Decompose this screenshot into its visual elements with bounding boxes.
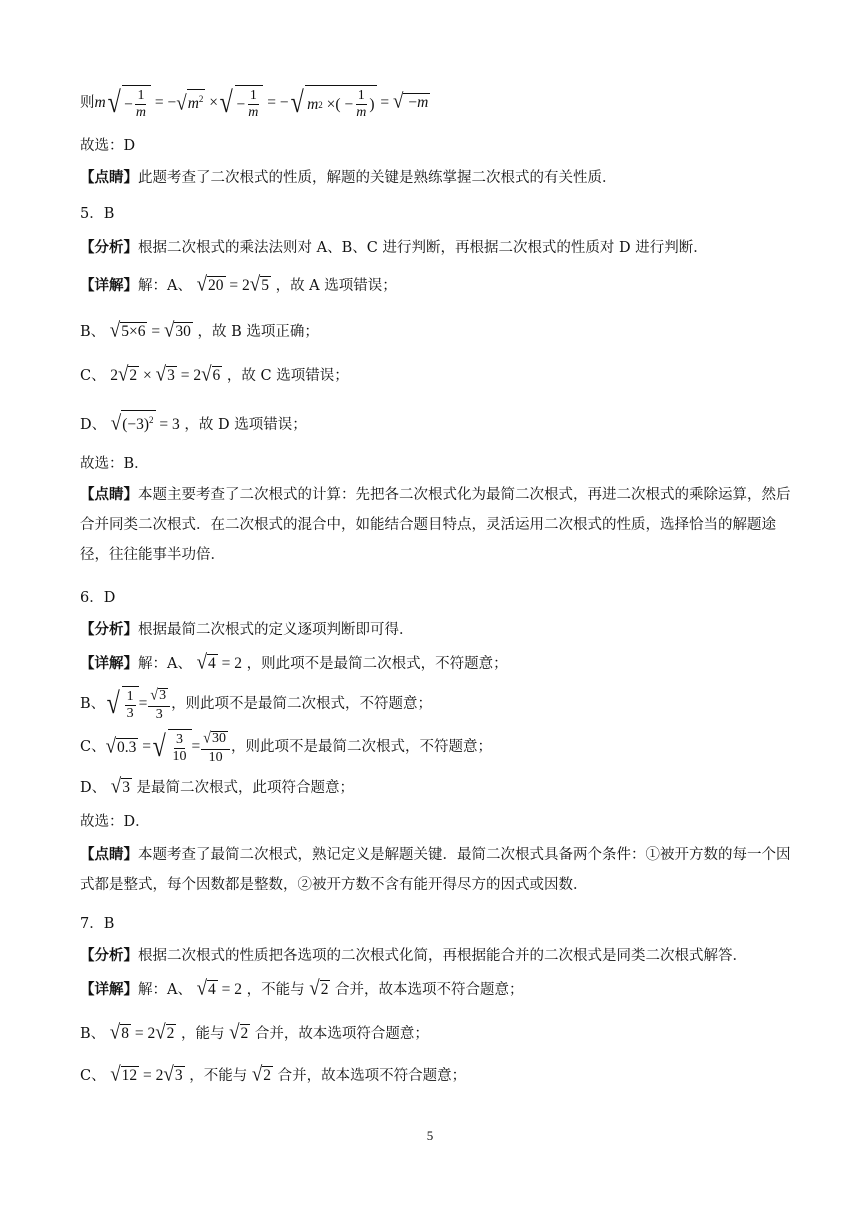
- eq: √3: [110, 774, 130, 798]
- post: 合并，故本选项不符合题意；: [335, 982, 524, 998]
- post: 合并，故本选项不符合题意；: [277, 1068, 467, 1084]
- post: ，则此项不是最简二次根式，不符题意；: [246, 656, 508, 672]
- q6-comment: [80, 840, 800, 900]
- pre: C、: [80, 1068, 106, 1084]
- pre: D、: [80, 417, 107, 434]
- q5-heading: 5．B: [80, 206, 115, 222]
- post: ，则此项不是最简二次根式，不符题意；: [230, 739, 492, 755]
- text: 本题考查了最简二次根式，熟记定义是解题关键．最简二次根式具备两个条件：①被开方数的每一个因式都是整式，每个因数都是整数，②被开方数不含有能开得尽方的因式或因数．: [80, 847, 791, 893]
- tag: 【点睛】: [80, 169, 138, 186]
- post: ，则此项不是最简二次根式，不符题意；: [171, 696, 433, 712]
- q6-answer: 故选：D．: [80, 814, 150, 830]
- q6-analysis: [80, 618, 800, 642]
- q7-detail-a: [80, 978, 800, 1002]
- text: 根据最简二次根式的定义逐项判断即可得．: [138, 622, 414, 638]
- q5-detail-c: [80, 364, 800, 388]
- post: ，故 D 选项错误；: [184, 417, 307, 434]
- pre: C、: [80, 739, 106, 755]
- text: 此题考查了二次根式的性质，解题的关键是熟练掌握二次根式的有关性质．: [138, 170, 617, 186]
- eq: √ 0.3 = √ $\frac{3}{10}$ = $\frac{√30}{10}$: [106, 725, 231, 769]
- q7-heading: 7．B: [80, 916, 115, 932]
- eq2: √2: [251, 1062, 271, 1086]
- eq: √8 = 2√2: [109, 1020, 175, 1044]
- eq: √ $\frac{1}{3}$ = $\frac{√3}{3}$: [105, 682, 171, 726]
- q7-analysis: [80, 944, 800, 968]
- formula: m √ − $\frac{1}{m}$ = − $√m^2$ × √ − $\frac{1}{m}$ = − √ m 2 ×( − $\frac{1}{m}$ ) = √ −m: [94, 86, 429, 120]
- tag: 【点睛】: [80, 846, 138, 863]
- eq: √4 = 2: [196, 976, 243, 1000]
- q6-detail-a: [80, 652, 800, 676]
- text: 根据二次根式的乘法法则对 A、B、C 进行判断，再根据二次根式的性质对 D 进行判断．: [138, 240, 708, 256]
- mid: ，不能与: [246, 982, 305, 998]
- q5-detail-a: [80, 274, 800, 298]
- q7-detail-c: [80, 1064, 800, 1088]
- answer-line: 故选：D: [80, 138, 136, 154]
- eq: 2√2 × √3 = 2√6: [110, 362, 221, 386]
- pre: D、: [80, 780, 107, 796]
- prefix-text: 则: [80, 95, 95, 111]
- q5-detail-d: [80, 410, 800, 437]
- eq2: √2: [229, 1020, 249, 1044]
- post: 合并，故本选项符合题意；: [254, 1026, 429, 1042]
- mid: ，能与: [181, 1026, 225, 1042]
- text: 根据二次根式的性质把各选项的二次根式化简，再根据能合并的二次根式是同类二次根式解答．: [138, 948, 747, 964]
- tag: 【分析】: [80, 239, 138, 256]
- tag: 【分析】: [80, 621, 138, 638]
- post: 是最简二次根式，此项符合题意；: [136, 780, 355, 796]
- q5-analysis: [80, 236, 800, 260]
- tag: 【分析】: [80, 947, 138, 964]
- eq: √5×6 = √30: [109, 318, 191, 342]
- pre: C、: [80, 368, 106, 384]
- eq: √12 = 2√3: [110, 1062, 183, 1086]
- page-number: 5: [426, 1128, 434, 1143]
- q6-heading: 6．D: [80, 590, 116, 606]
- pre: B、: [80, 324, 106, 340]
- eq: √20 = 2√5: [196, 272, 269, 296]
- eq: √4 = 2: [196, 650, 243, 674]
- pre: B、: [80, 696, 106, 712]
- tag: 【详解】: [80, 655, 138, 672]
- mid: ，不能与: [189, 1068, 248, 1084]
- pre: 解：A、: [138, 982, 192, 998]
- formula-line-1: [80, 78, 800, 128]
- post: ，故 B 选项正确；: [197, 324, 319, 340]
- pre: 解：A、: [138, 278, 192, 294]
- text: 本题主要考查了二次根式的计算：先把各二次根式化为最简二次根式，再进二次根式的乘除运算，然后合并同类二次根式．在二次根式的混合中，如能结合题目特点，灵活运用二次根式的性质，选择恰当的解题途径，往往能事半功倍．: [80, 487, 791, 563]
- post: ，故 A 选项错误；: [275, 278, 397, 294]
- q6-detail-c: [80, 726, 800, 768]
- pre: B、: [80, 1026, 106, 1042]
- eq: $√(-3)^2 = 3$: [111, 416, 180, 433]
- tag: 【详解】: [80, 981, 138, 998]
- pre: 解：A、: [138, 656, 192, 672]
- tag: 【点睛】: [80, 486, 138, 503]
- eq2: √2: [309, 976, 329, 1000]
- post: ，故 C 选项错误；: [226, 368, 349, 384]
- tag: 【详解】: [80, 277, 138, 294]
- comment-line: [80, 166, 800, 190]
- q7-detail-b: [80, 1022, 800, 1046]
- q6-detail-d: [80, 776, 800, 800]
- q5-comment: [80, 480, 800, 570]
- q5-detail-b: [80, 320, 800, 344]
- q6-detail-b: [80, 684, 800, 724]
- q5-answer: 故选：B．: [80, 456, 149, 472]
